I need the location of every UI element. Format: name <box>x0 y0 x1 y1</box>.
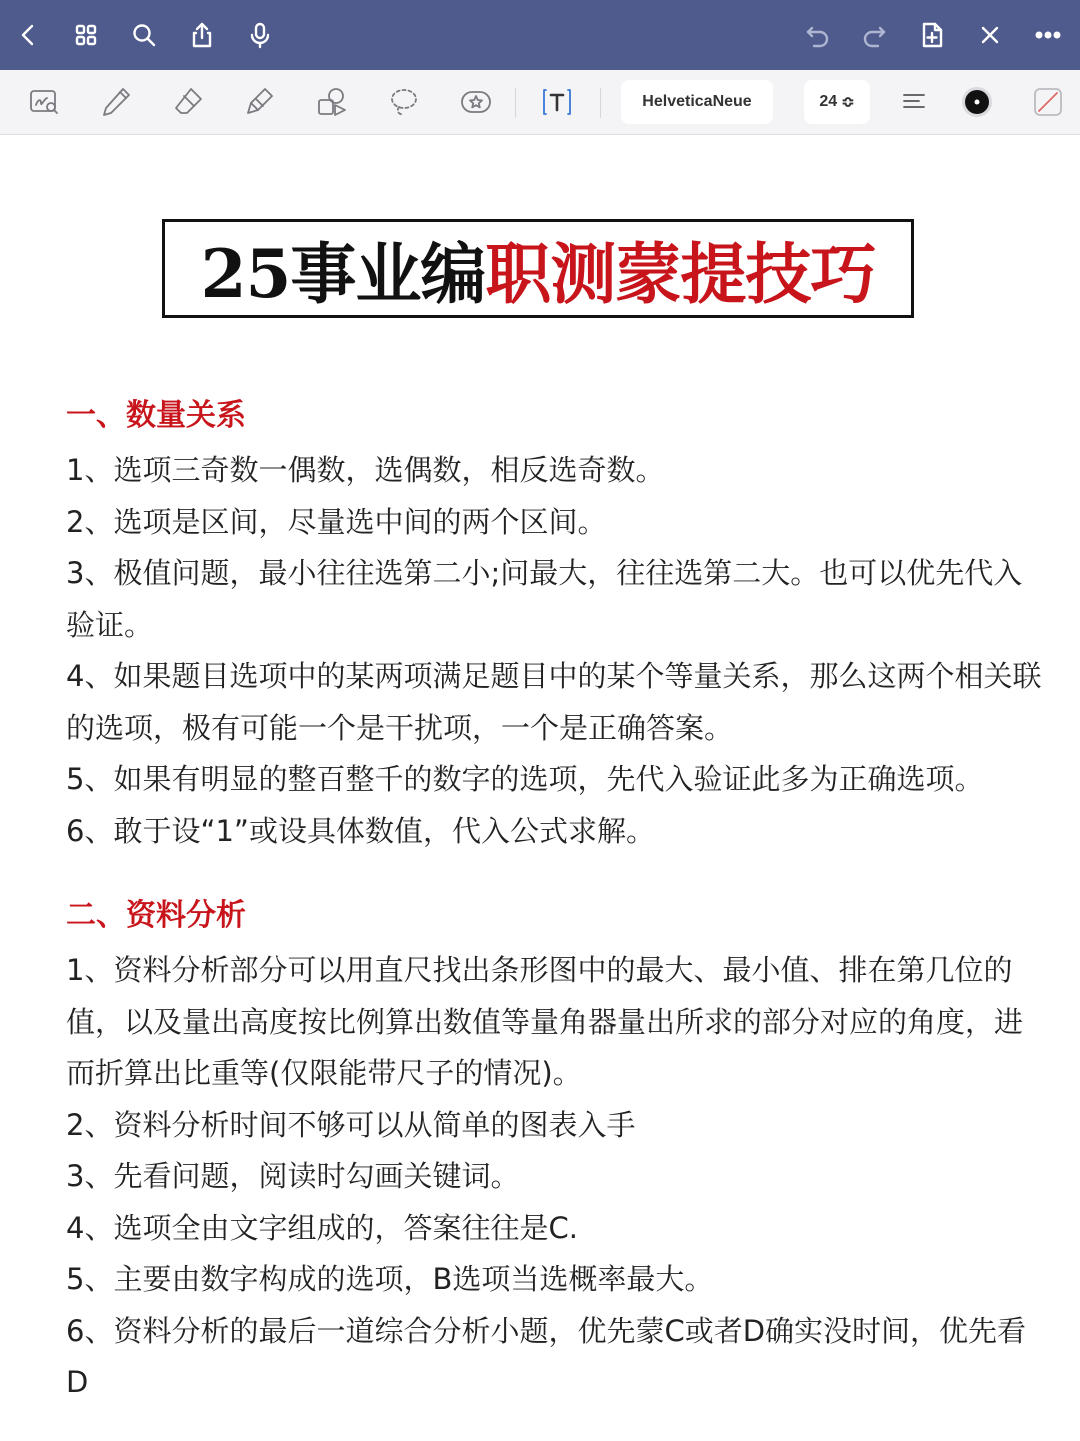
list-item: 6、资料分析的最后一道综合分析小题，优先蒙C或者D确实没时间，优先看D <box>66 1313 1027 1399</box>
list-item: 6、敢于设“1”或设具体数值，代入公式求解。 <box>66 813 655 848</box>
chevron-updown-icon: ≎ <box>841 94 855 111</box>
list-item: 2、选项是区间，尽量选中间的两个区间。 <box>66 504 607 539</box>
page-title <box>162 219 914 318</box>
list-item: 5、如果有明显的整百整千的数字的选项，先代入验证此多为正确选项。 <box>66 762 984 796</box>
color-swatch[interactable] <box>957 83 997 121</box>
title-part-black: 25事业编 <box>200 235 486 313</box>
section-heading: 一、数量关系 <box>66 398 246 433</box>
close-icon[interactable] <box>972 17 1008 53</box>
list-item: 4、选项全由文字组成的，答案往往是C. <box>66 1210 578 1245</box>
title-part-red: 职测蒙提技巧 <box>485 235 876 313</box>
note-content <box>66 395 1046 1409</box>
no-fill-icon[interactable] <box>1028 83 1068 121</box>
more-icon[interactable] <box>1030 17 1066 53</box>
list-item: 5、主要由数字构成的选项，B选项当选概率最大。 <box>66 1262 714 1296</box>
eraser-icon[interactable] <box>168 83 208 121</box>
sticker-icon[interactable] <box>456 83 496 121</box>
tool-toolbar <box>0 70 1080 135</box>
back-icon[interactable] <box>10 17 46 53</box>
align-left-icon[interactable] <box>894 83 934 121</box>
zoom-window-icon[interactable] <box>24 83 64 121</box>
undo-icon[interactable] <box>800 17 836 53</box>
list-item: 3、极值问题，最小往往选第二小;问最大，往往选第二大。也可以优先代入验证。 <box>66 556 1023 642</box>
lasso-icon[interactable] <box>384 83 424 121</box>
list-item: 2、资料分析时间不够可以从简单的图表入手 <box>66 1107 636 1142</box>
list-item: 1、资料分析部分可以用直尺找出条形图中的最大、最小值、排在第几位的值，以及量出高度按比例算出数值等量角器量出所求的部分对应的角度，进而折算出比重等(仅限能带尺子的情况)。 <box>66 953 1024 1090</box>
highlighter-icon[interactable] <box>240 83 280 121</box>
grid-icon[interactable] <box>68 17 104 53</box>
section-heading: 二、资料分析 <box>66 898 246 933</box>
share-icon[interactable] <box>184 17 220 53</box>
font-name-selector[interactable]: HelveticaNeue <box>621 80 773 124</box>
microphone-icon[interactable] <box>242 17 278 53</box>
pen-icon[interactable] <box>96 83 136 121</box>
add-page-icon[interactable] <box>914 17 950 53</box>
font-size-selector[interactable] <box>804 80 870 124</box>
text-tool-icon[interactable] <box>537 83 577 121</box>
list-item: 4、如果题目选项中的某两项满足题目中的某个等量关系，那么这两个相关联的选项，极有可能一个是干扰项，一个是正确答案。 <box>66 659 1042 745</box>
list-item: 3、先看问题，阅读时勾画关键词。 <box>66 1159 520 1193</box>
redo-icon[interactable] <box>856 17 892 53</box>
font-size-value: 24 <box>819 93 838 110</box>
top-navigation-bar <box>0 0 1080 70</box>
list-item: 1、选项三奇数一偶数，选偶数，相反选奇数。 <box>66 453 665 487</box>
shapes-icon[interactable] <box>312 83 352 121</box>
search-icon[interactable] <box>126 17 162 53</box>
